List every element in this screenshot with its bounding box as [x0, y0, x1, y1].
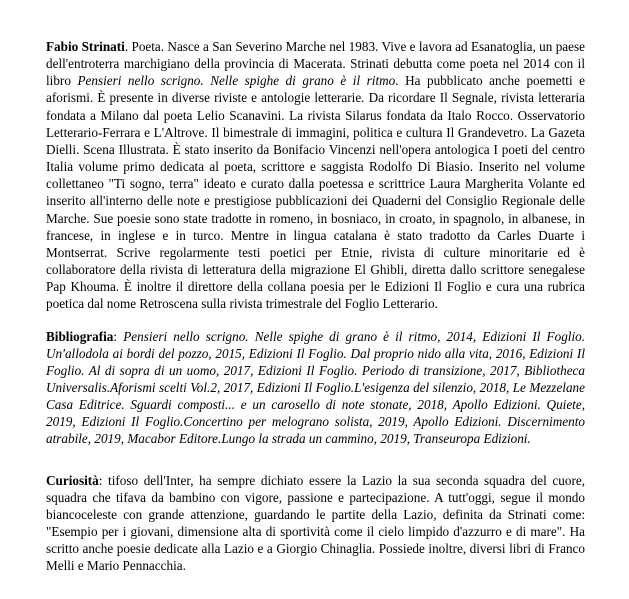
biography-title-text: Pensieri nello scrigno. Nelle spighe di grano è il ritmo: [77, 73, 396, 89]
curiosity-body-text: : tifoso dell'Inter, ha sempre dichiato essere la Lazio la sua seconda squadra del cuore, squadra che tifava da bambino con vigore, passione e partecipazione. A tutt'oggi, segue il mondo biancoceleste con grande attenzione, guardando le partite della Lazio, definita da Strinati come: "Esempio per i giovani, dimensione alta di sportività come il cielo limpido d'azzurro e di mare". Ha scritto anche poesie dedicate alla Lazio e a Giorgio Chinaglia. Possiede inoltre, diversi libri di Franco Melli e Mario Pennacchia.: [46, 472, 585, 574]
biography-lead-label: Fabio Strinati: [46, 39, 125, 54]
bibliography-lead-label: Bibliografia: [46, 328, 114, 344]
paragraph-curiosity: [46, 472, 585, 575]
biography-body-text: . Ha pubblicato anche poemetti e aforismi. È presente in diverse riviste e antologie letterarie. Da ricordare Il Segnale, rivista letteraria fondata a Milano dal poeta Lelio Scanavini. La rivista Silarus fondata da Italo Rocco. Osservatorio Letterario-Ferrara e L'Altrove. Il bimestrale di immagini, politica e cultura Il Grandevetro. La Gazeta Dielli. Scena Illustrata. È stato inserito da Bonifacio Vincenzi nell'opera antologica I poeti del centro Italia volume primo dedicata al poeta, scrittore e saggista Rodolfo Di Biasio. Inserito nel volume collettaneo "Ti sogno, terra" ideato e curato dalla poetessa e scrittrice Laura Margherita Volante ed inserito all'interno delle note e prestigiose pubblicazioni dei Quaderni del Consiglio Regionale delle Marche. Sue poesie sono state tradotte in romeno, in bosniaco, in croato, in spagnolo, in albanese, in francese, in inglese e in turco. Mentre in lingua catalana è stato tradotto da Carles Duarte i Montserrat. Scrive regolarmente testi poetici per Etnie, rivista di culture minoritarie ed è collaboratore della rivista di letteratura della migrazione El Ghibli, diretta dallo scrittore senegalese Pap Khouma. È inoltre il direttore della collana poesia per le Edizioni Il Foglio e cura una rubrica poetica dal nome Retroscena sulla rivista trimestrale del Foglio Letterario.: [46, 73, 585, 312]
paragraph-bibliography: [46, 328, 585, 448]
curiosity-lead-label: Curiosità: [46, 472, 99, 488]
biography-body-text: . Poeta. Nasce a San Severino Marche nel 1983. Vive e lavora ad Esanatoglia, un paese dell'entroterra marchigiano della provincia di Macerata. Strinati debutta come poeta nel 2014 con il libro: [46, 39, 585, 89]
paragraph-biography: [46, 38, 585, 313]
bibliography-body-text: :: [113, 328, 124, 344]
bibliography-title-text: Pensieri nello scrigno. Nelle spighe di grano è il ritmo, 2014, Edizioni Il Foglio. Un'allodola ai bordi del pozzo, 2015, Edizioni Il Foglio. Dal proprio nido alla vita, 2016, Edizioni Il Foglio. Al di sopra di un uomo, 2017, Edizioni Il Foglio. Periodo di transizione, 2017, Bibliotheca Universalis.Aforismi scelti Vol.2, 2017, Edizioni Il Foglio.L'esigenza del silenzio, 2018, Le Mezzelane Casa Editrice. Sguardi composti... e un carosello di note stonate, 2018, Apollo Edizioni. Quiete, 2019, Edizioni Il Foglio.Concertino per melograno solista, 2019, Apollo Edizioni. Discernimento atrabile, 2019, Macabor Editore.Lungo la strada un cammino, 2019, Transeuropa Edizioni.: [46, 328, 586, 447]
